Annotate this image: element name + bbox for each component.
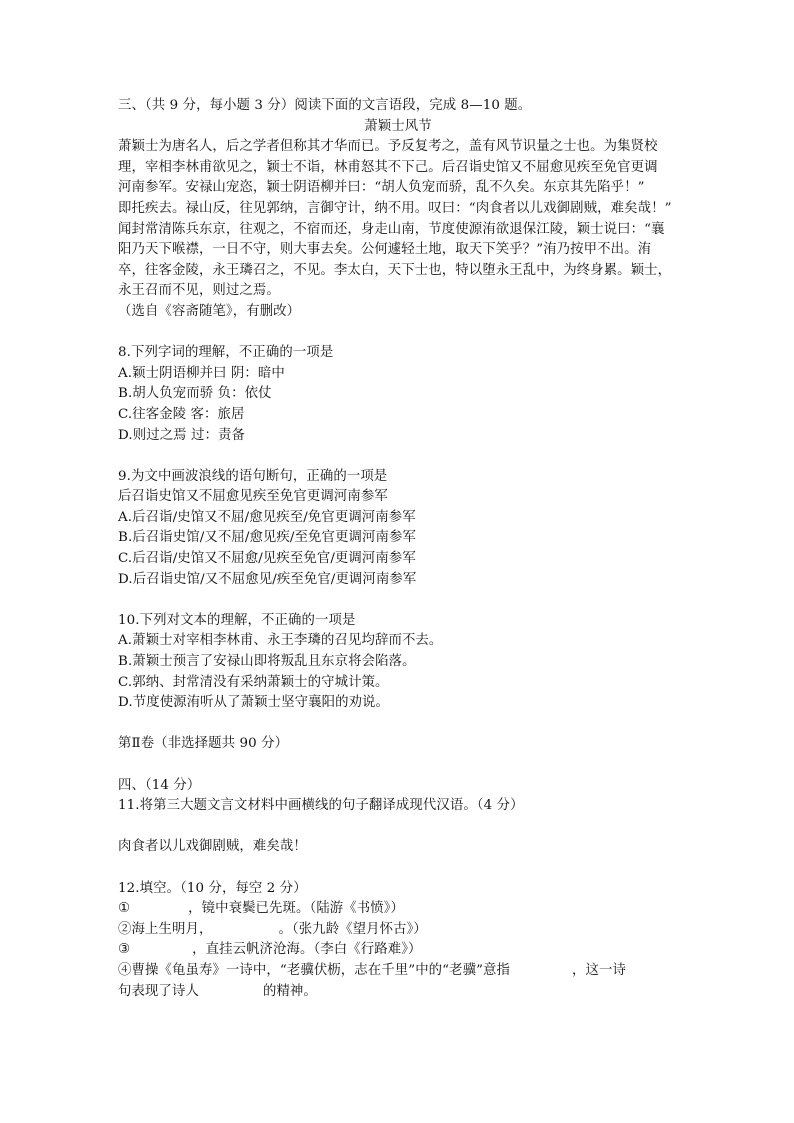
question-12 <box>118 879 678 1003</box>
passage-line: 闻封常清陈兵东京，往观之，不宿而还，身走山南，节度使源洧欲退保江陵，颖士说曰：“襄 <box>118 221 665 237</box>
question-stem: 8.下列字词的理解，不正确的一项是 <box>118 345 334 361</box>
option-d: D.后召诣史馆/又不屈愈见/疾至免官/更调河南参军 <box>118 571 417 587</box>
fill-text: 的精神。 <box>262 983 317 999</box>
fill-text: ，这一诗 <box>572 962 626 978</box>
option-c: C.后召诣/史馆又不屈愈/见疾至免官/更调河南参军 <box>118 551 416 567</box>
fill-text: ，直挂云帆济沧海。（李白《行路难》） <box>192 942 422 958</box>
fill-line-4 <box>118 961 678 982</box>
fill-line-1 <box>118 899 678 920</box>
passage-line: 河南参军。安禄山宠恣，颖士阴语柳并曰：“胡人负宠而骄，乱不久矣。东京其先陷乎！” <box>118 180 645 196</box>
section3-heading: 三、（共 9 分，每小题 3 分）阅读下面的文言语段，完成 8—10 题。 <box>118 98 532 113</box>
fill-text: ④曹操《龟虽寿》一诗中，“老骥伏枥，志在千里”中的“老骥”意指 <box>118 962 511 978</box>
option-a: A.萧颖士对宰相李林甫、永王李璘的召见均辞而不去。 <box>118 633 443 649</box>
question-sentence: 后召诣史馆又不屈愈见疾至免官更调河南参军 <box>118 489 388 505</box>
fill-text: ②海上生明月， <box>118 921 213 937</box>
section4-heading: 四、（14 分） <box>118 777 201 793</box>
passage-line: 萧颖士为唐名人，后之学者但称其才华而已。予反复考之，盖有风节识量之士也。为集贤校 <box>118 139 658 155</box>
fill-text: 。（张九龄《望月怀古》） <box>278 921 427 937</box>
fill-line-5 <box>118 982 678 1003</box>
fill-text: ，镜中衰鬓已先斑。（陆游《书愤》） <box>188 901 405 917</box>
passage-title: 萧颖士风节 <box>364 118 432 134</box>
passage-line: 永王召而不见，则过之焉。 <box>118 283 280 299</box>
question-8 <box>118 343 678 446</box>
question-9 <box>118 467 678 591</box>
fill-line-2 <box>118 920 678 941</box>
option-b: B.后召诣史馆/又不屈/愈见疾/至免官更调河南参军 <box>118 530 416 546</box>
option-c: C.郭纳、封常清没有采纳萧颖士的守城计策。 <box>118 674 389 690</box>
passage-line: 即托疾去。禄山反，往见郭纳，言御守计，纳不用。叹曰：“肉食者以儿戏御剧贼，难矣哉！” <box>118 200 672 216</box>
classical-passage <box>118 137 678 302</box>
option-a: A.后召诣/史馆又不屈/愈见疾至/免官更调河南参军 <box>118 509 416 525</box>
passage-line: 阳乃天下喉襟，一日不守，则大事去矣。公何遽轻土地，取天下笑乎？”洧乃按甲不出。洧 <box>118 242 652 258</box>
option-c: C.往客金陵 客：旅居 <box>118 406 245 422</box>
part2-heading: 第Ⅱ卷（非选择题共 90 分） <box>118 736 289 752</box>
passage-line: 理，宰相李林甫欲见之，颖士不诣，林甫怒其不下己。后召诣史馆又不屈愈见疾至免官更调 <box>118 159 658 175</box>
option-b: B.胡人负宠而骄 负：依仗 <box>118 386 272 402</box>
passage-line: 卒，往客金陵，永王璘召之，不见。李太白，天下士也，特以堕永王乱中，为终身累。颖士， <box>118 262 672 278</box>
option-d: D.则过之焉 过：责备 <box>118 427 245 443</box>
question-stem: 12.填空。（10 分，每空 2 分） <box>118 880 307 896</box>
fill-line-3 <box>118 940 678 961</box>
passage-source: （选自《容斋随笔》，有删改） <box>118 303 301 319</box>
question-stem: 10.下列对文本的理解，不正确的一项是 <box>118 612 356 628</box>
fill-number: ③ <box>118 942 131 958</box>
option-a: A.颖士阴语柳并曰 阴：暗中 <box>118 365 285 381</box>
option-d: D.节度使源洧听从了萧颖士坚守襄阳的劝说。 <box>118 695 390 711</box>
exam-page <box>118 96 678 1002</box>
fill-number: ① <box>118 901 131 917</box>
fill-text: 句表现了诗人 <box>118 983 199 999</box>
question-stem: 9.为文中画波浪线的语句断句，正确的一项是 <box>118 468 388 484</box>
option-b: B.萧颖士预言了安禄山即将叛乱且东京将会陷落。 <box>118 654 416 670</box>
question-10 <box>118 611 678 714</box>
question-11-stem: 11.将第三大题文言文材料中画横线的句子翻译成现代汉语。（4 分） <box>118 798 524 814</box>
question-11-sentence: 肉食者以儿戏御剧贼，难矣哉！ <box>118 839 307 855</box>
